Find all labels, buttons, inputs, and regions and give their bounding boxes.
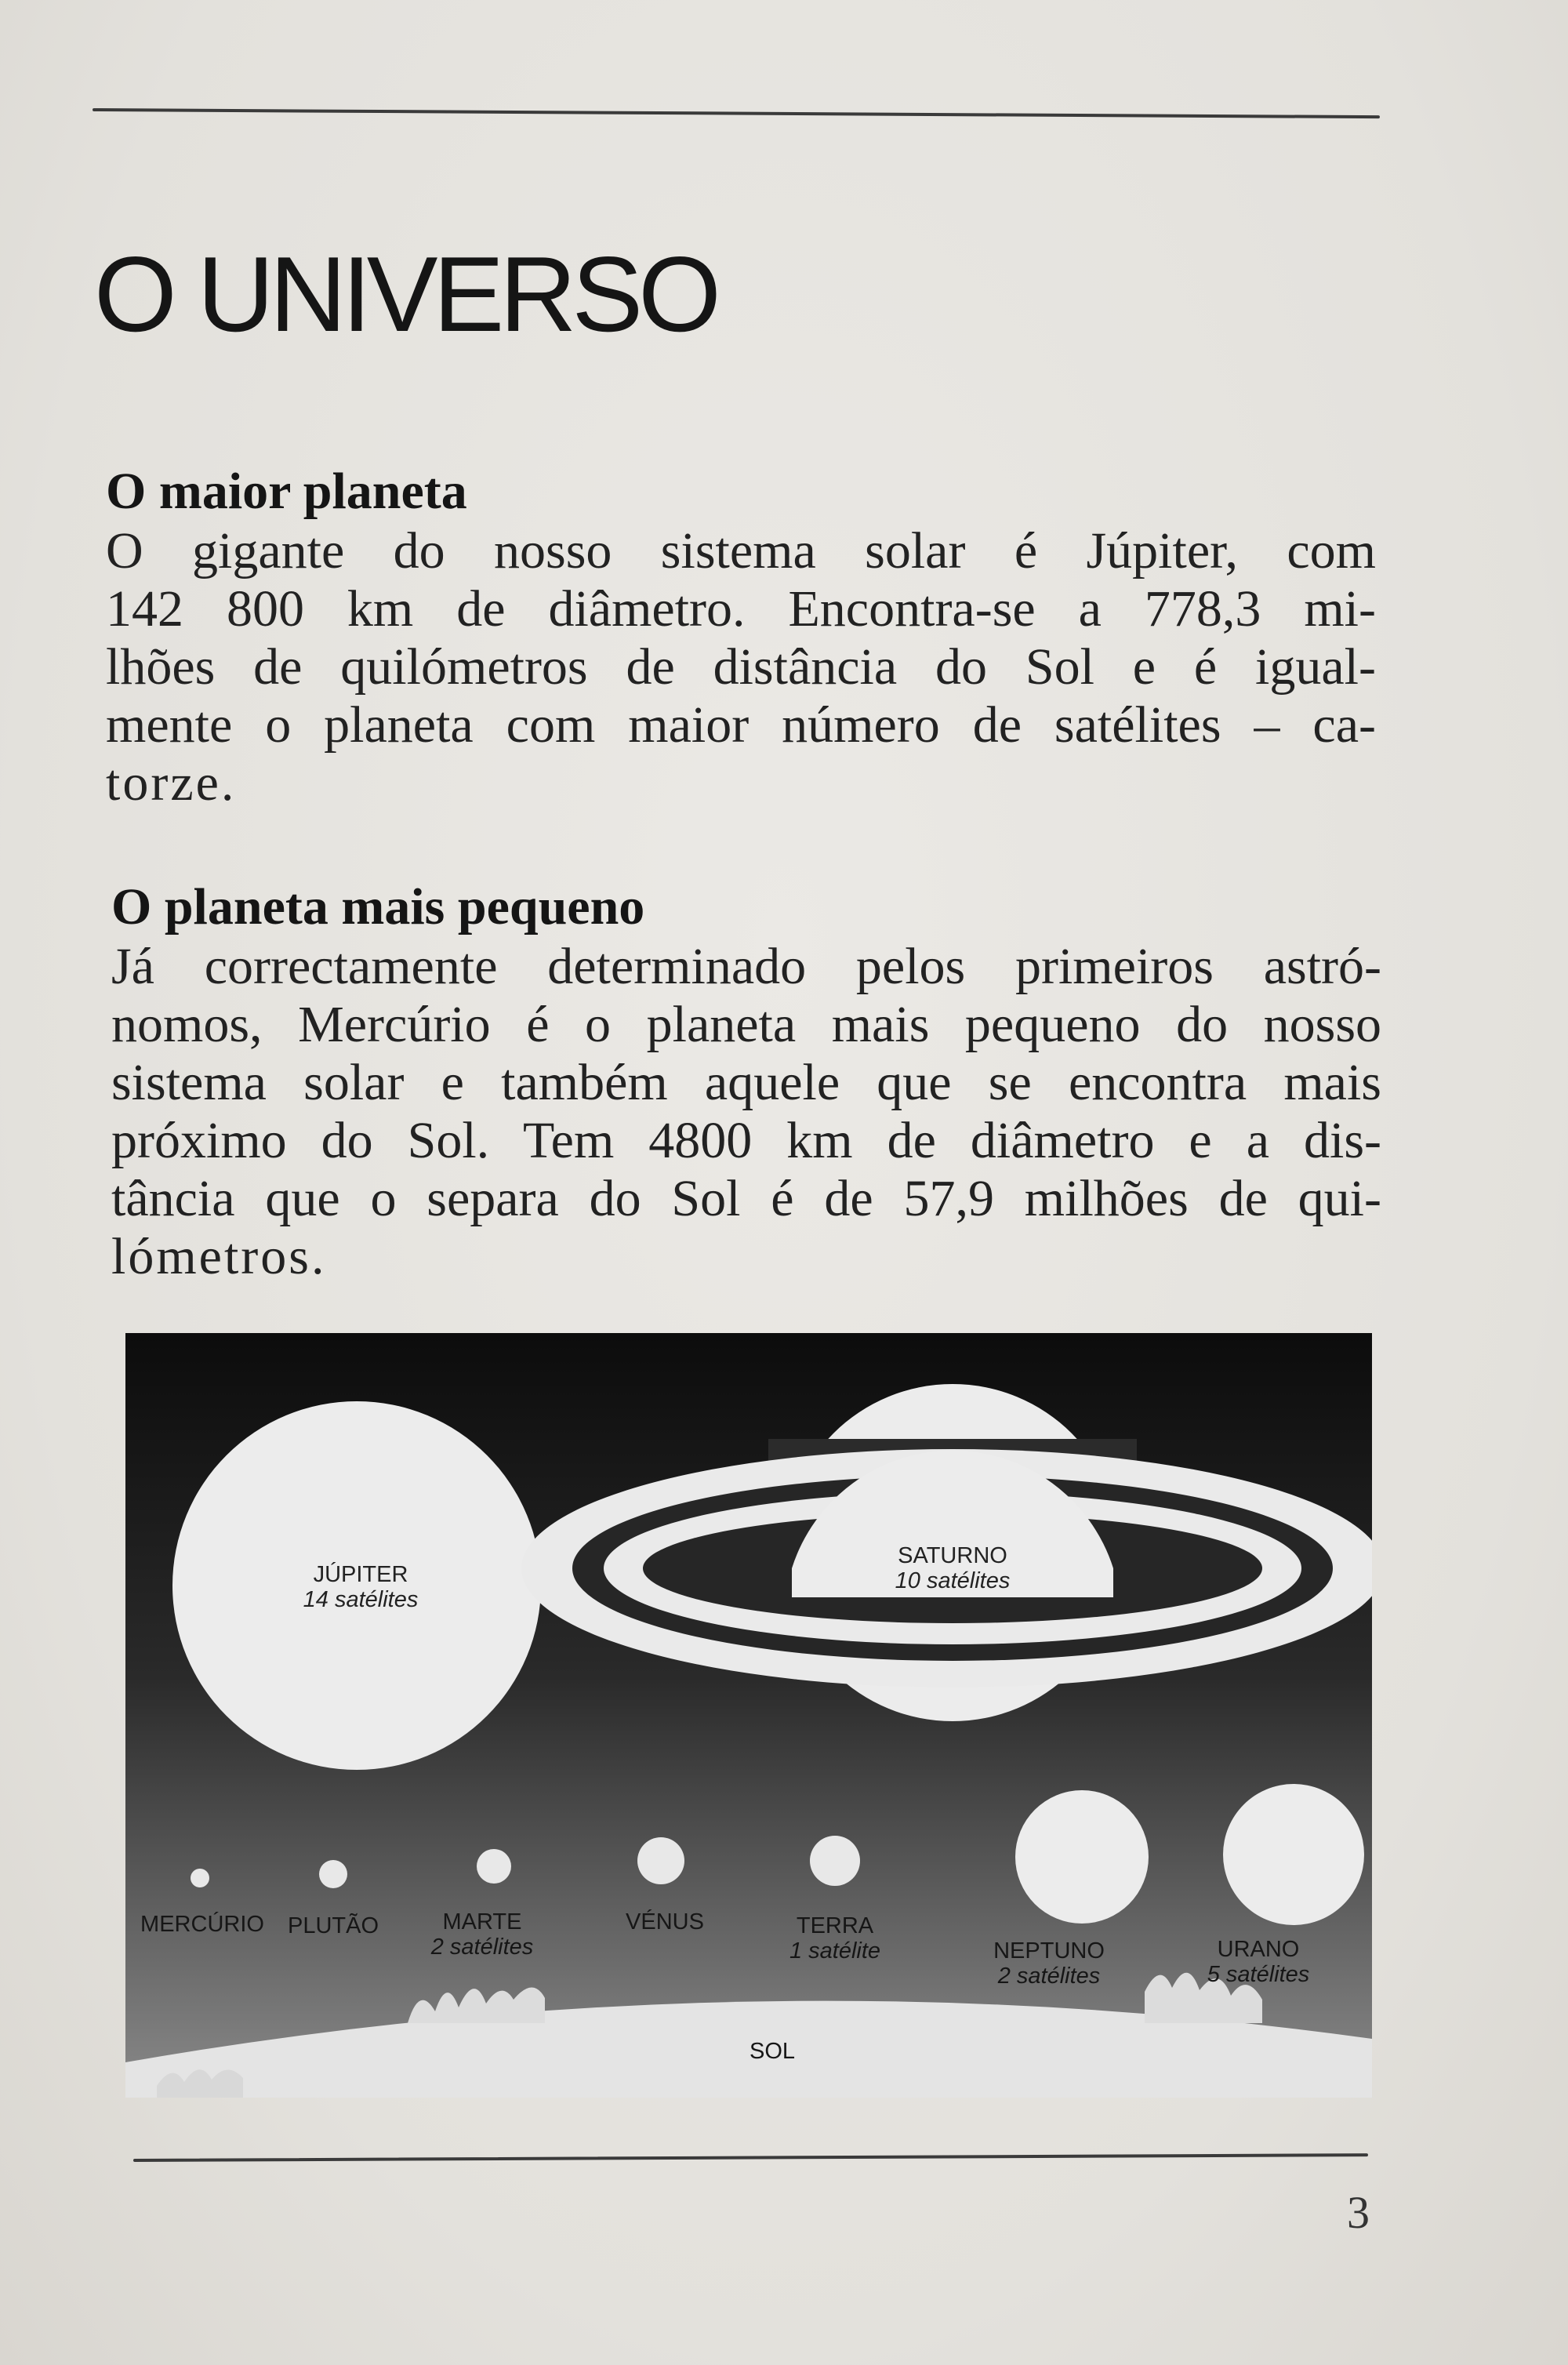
page-title: O UNIVERSO — [94, 234, 717, 354]
mercury-planet — [191, 1869, 209, 1887]
pluto-label — [288, 1913, 379, 1938]
paragraph-line: sistema solar e também aquele que se encontra mais — [111, 1054, 1381, 1111]
section-heading: O planeta mais pequeno — [111, 878, 645, 935]
page-number: 3 — [1347, 2187, 1370, 2238]
paragraph-line: lómetros. — [111, 1228, 327, 1285]
satellite-count: 5 satélites — [1207, 1962, 1310, 1987]
planet-name: JÚPITER — [313, 1562, 408, 1587]
satellite-count: 10 satélites — [895, 1568, 1011, 1593]
paragraph-line: nomos, Mercúrio é o planeta mais pequeno do nosso — [111, 996, 1381, 1053]
mars-planet — [477, 1849, 511, 1884]
paragraph-line: O gigante do nosso sistema solar é Júpiter, com — [106, 522, 1376, 579]
paragraph-line: Já correctamente determinado pelos primeiros astró- — [111, 938, 1381, 995]
paragraph-line: torze. — [106, 754, 237, 812]
planet-name: PLUTÃO — [287, 1913, 379, 1938]
venus-label — [626, 1909, 704, 1935]
section-heading: O maior planeta — [106, 463, 467, 520]
earth-planet — [810, 1836, 860, 1886]
jupiter-label — [303, 1562, 419, 1612]
neptune-label — [993, 1938, 1105, 1989]
satellite-count: 14 satélites — [303, 1587, 419, 1612]
planet-name: URANO — [1217, 1937, 1300, 1962]
planet-name: SATURNO — [898, 1543, 1007, 1568]
section-smallest-planet — [111, 877, 1381, 1286]
earth-label — [789, 1913, 880, 1964]
mars-label — [431, 1909, 534, 1960]
satellite-count: 1 satélite — [789, 1938, 881, 1964]
paragraph-line: 142 800 km de diâmetro. Encontra-se a 778,3 mi- — [106, 580, 1376, 638]
paragraph-line: tância que o separa do Sol é de 57,9 milhões de qui- — [111, 1170, 1381, 1227]
planet-name: NEPTUNO — [993, 1938, 1105, 1964]
solar-system-drawing — [125, 1333, 1372, 2098]
planet-name: VÉNUS — [626, 1909, 704, 1935]
satellite-count: 2 satélites — [997, 1964, 1101, 1989]
planet-name: MERCÚRIO — [140, 1912, 264, 1937]
uranus-label — [1207, 1937, 1310, 1987]
pluto-planet — [319, 1860, 347, 1888]
venus-planet — [637, 1837, 684, 1884]
neptune-planet — [1015, 1790, 1149, 1924]
mercury-label — [140, 1912, 264, 1937]
satellite-count: 2 satélites — [430, 1935, 534, 1960]
uranus-planet — [1223, 1784, 1364, 1925]
solar-system-illustration — [125, 1333, 1372, 2098]
paragraph-line: lhões de quilómetros de distância do Sol e é igual- — [106, 638, 1376, 696]
planet-name: TERRA — [796, 1913, 874, 1938]
section-largest-planet — [106, 461, 1376, 812]
paragraph-line: próximo do Sol. Tem 4800 km de diâmetro e a dis- — [111, 1112, 1381, 1169]
planet-name: MARTE — [442, 1909, 522, 1935]
sun-label: SOL — [749, 2039, 796, 2064]
saturn-label — [895, 1543, 1011, 1593]
paragraph-line: mente o planeta com maior número de satélites – ca- — [106, 696, 1376, 754]
